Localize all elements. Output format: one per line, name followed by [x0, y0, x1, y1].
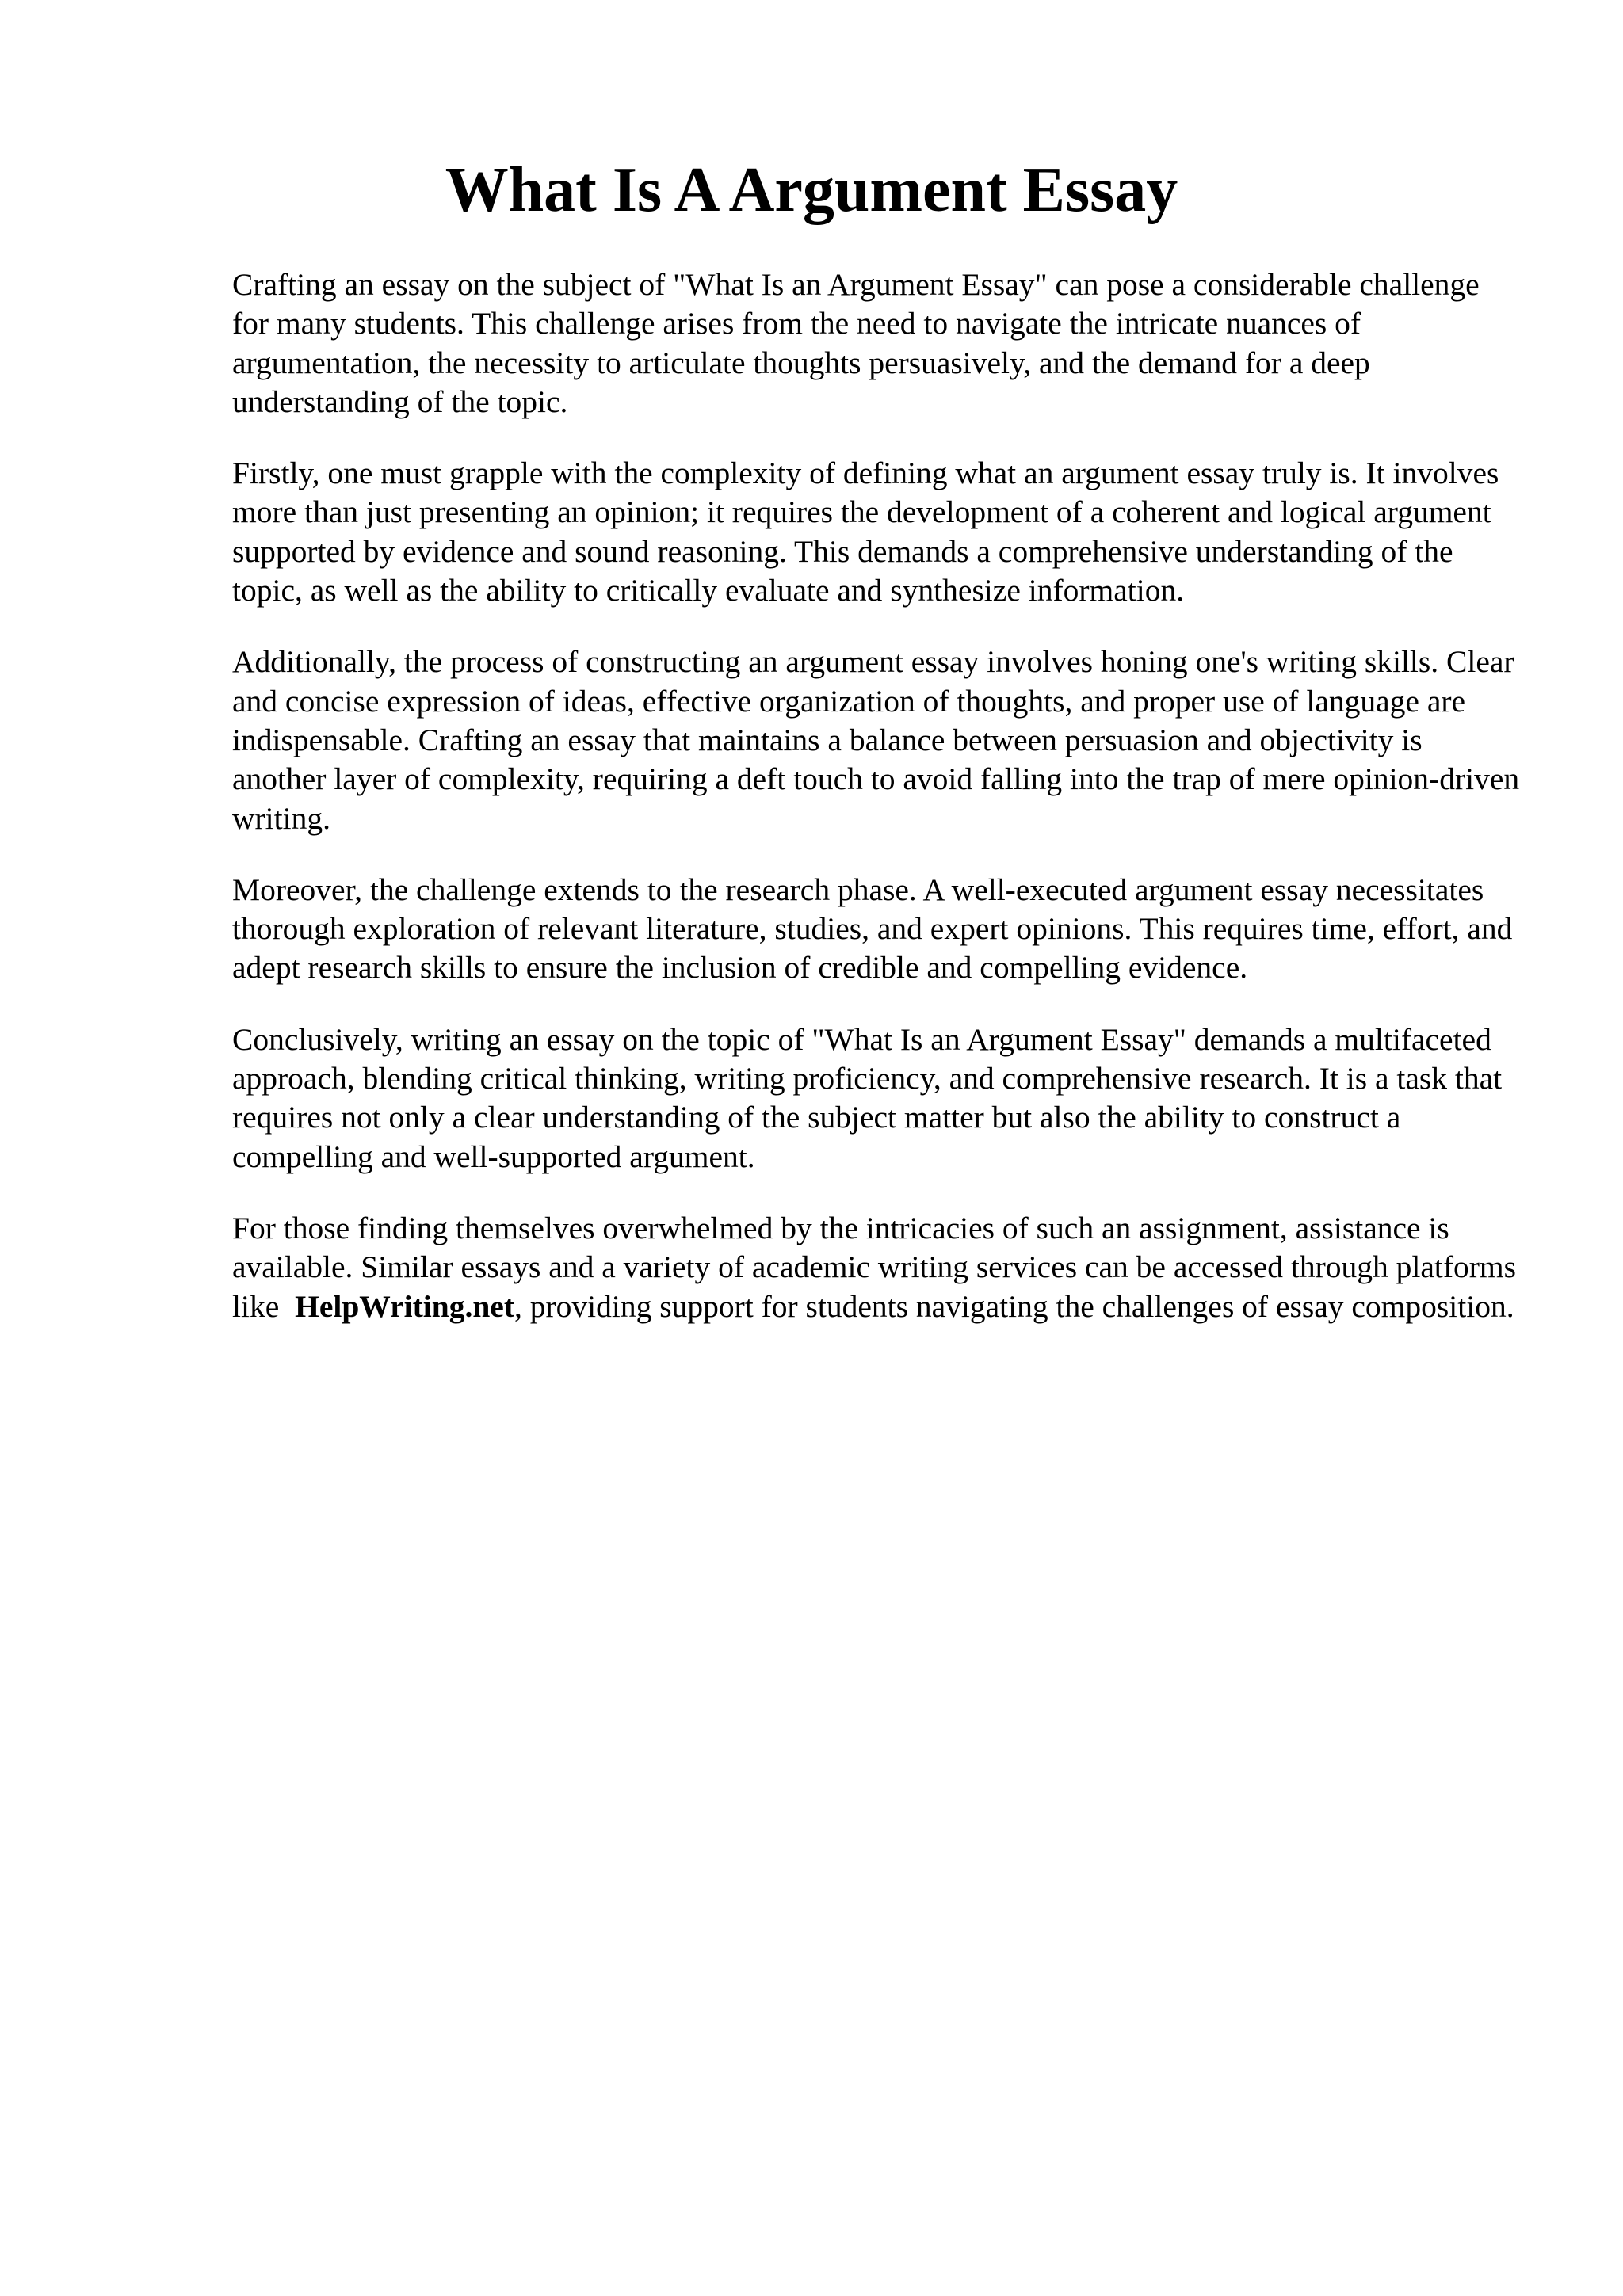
document-title: What Is A Argument Essay — [445, 155, 1178, 225]
assistance-text-before-link: For those finding themselves overwhelmed by the intricacies of such an assignment, assistance is available. Similar essays and a variety of academic writing services can be accessed through platforms like — [232, 1210, 1516, 1324]
paragraph-writing-skills: Additionally, the process of constructing an argument essay involves honing one's writing skills. Clear and concise expression of ideas, effective organization of thoughts, and proper use of language are indispensable. Crafting an essay that maintains a balance between persuasion and objectivity is another layer of complexity, requiring a deft touch to avoid falling into the trap of mere opinion-driven writing. — [232, 644, 1520, 836]
paragraph-assistance — [232, 1209, 1520, 1326]
paragraph-research: Moreover, the challenge extends to the research phase. A well-executed argument essay necessitates thorough exploration of relevant literature, studies, and expert opinions. This requires time, effort, and adept research skills to ensure the inclusion of credible and compelling evidence. — [232, 871, 1513, 986]
helpwriting-link[interactable]: HelpWriting.net — [295, 1288, 514, 1324]
document-body — [232, 265, 1520, 1326]
paragraph-conclusion: Conclusively, writing an essay on the topic of "What Is an Argument Essay" demands a multifaceted approach, blending critical thinking, writing proficiency, and comprehensive research. It is a task that requires not only a clear understanding of the subject matter but also the ability to construct a compelling and well-supported argument. — [232, 1021, 1503, 1174]
paragraph-intro: Crafting an essay on the subject of "What Is an Argument Essay" can pose a considerable challenge for many students. This challenge arises from the need to navigate the intricate nuances of argumentation, the necessity to articulate thoughts persuasively, and the demand for a deep understanding of the topic. — [232, 267, 1480, 419]
paragraph-definition: Firstly, one must grapple with the complexity of defining what an argument essay truly is. It involves more than just presenting an opinion; it requires the development of a coherent and logical argument supported by evidence and sound reasoning. This demands a comprehensive understanding of the topic, as well as the ability to critically evaluate and synthesize information. — [232, 456, 1499, 608]
assistance-text-after-link: , providing support for students navigating the challenges of essay composition. — [514, 1288, 1514, 1324]
